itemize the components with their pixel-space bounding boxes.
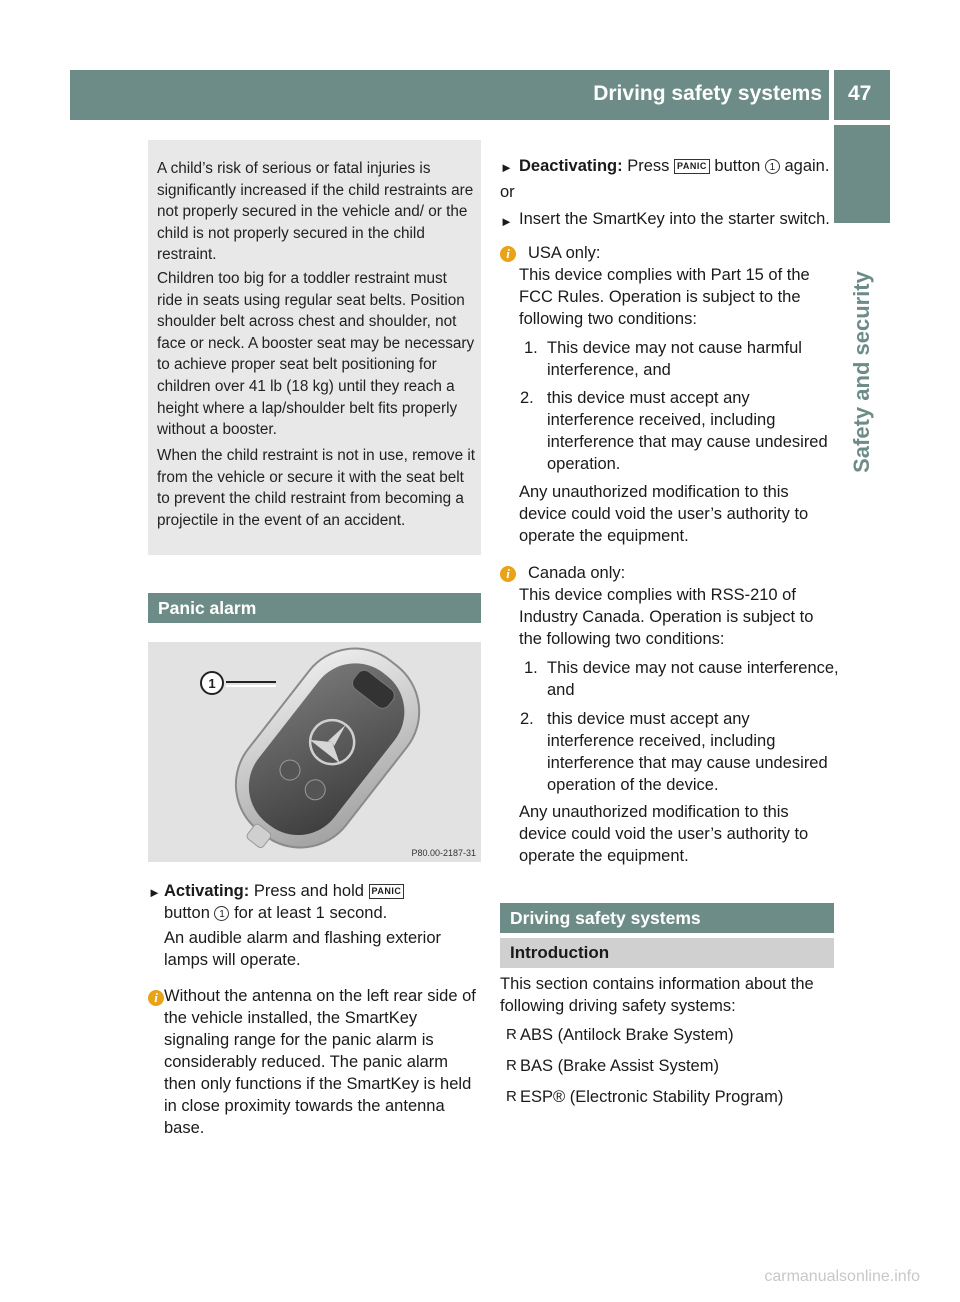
header-title: Driving safety systems (593, 82, 822, 105)
panic-button-icon: PANIC (674, 159, 710, 174)
info-icon: i (500, 566, 516, 582)
photo-code: P80.00-2187-31 (411, 848, 476, 858)
canada-item-2-number: 2. (520, 710, 534, 728)
footer-watermark: carmanualsonline.info (764, 1268, 920, 1285)
step-arrow-icon: ► (500, 214, 513, 229)
activating-label: Activating: (164, 882, 250, 900)
info-icon: i (148, 990, 164, 1006)
canada-item-1: This device may not cause interference, and (547, 659, 839, 699)
circled-one-icon: 1 (214, 906, 229, 921)
canada-outro: Any unauthorized modification to this device could void the user’s authority to operate the equipment. (519, 803, 809, 865)
intro-text: This section contains information about the following driving safety systems: (500, 975, 814, 1015)
deactivating-step (519, 155, 839, 177)
esp-item: ESP® (Electronic Stability Program) (520, 1088, 784, 1106)
canada-title: Canada only: (528, 564, 626, 582)
bas-item: BAS (Brake Assist System) (520, 1057, 719, 1075)
section-heading-driving-safety: Driving safety systems (500, 903, 834, 933)
usa-intro: This device complies with Part 15 of the FCC Rules. Operation is subject to the following two conditions: (519, 266, 810, 328)
canada-item-2: this device must accept any interference received, including interference that may cause undesired operation of the device. (547, 710, 828, 794)
usa-item-1: This device may not cause harmful interference, and (547, 339, 802, 379)
smartkey-illustration (148, 642, 481, 862)
side-tab (834, 125, 890, 223)
activating-step (164, 880, 482, 924)
panic-button-icon: PANIC (369, 884, 405, 899)
usa-item-2-number: 2. (520, 389, 534, 407)
canada-item-1-number: 1. (524, 659, 538, 677)
bullet-icon: R (506, 1088, 517, 1105)
insert-step: Insert the SmartKey into the starter switch. (519, 210, 830, 228)
page-number: 47 (848, 82, 872, 105)
usa-item-2: this device must accept any interference received, including interference that may cause undesired operation. (547, 389, 828, 473)
activating-text-3: for at least 1 second. (234, 904, 388, 922)
subheading-introduction: Introduction (500, 938, 834, 968)
or-text: or (500, 183, 515, 201)
usa-title: USA only: (528, 244, 601, 262)
smartkey-photo (148, 642, 481, 862)
activating-text-1: Press and hold (253, 882, 364, 900)
step-arrow-icon: ► (148, 885, 161, 900)
deactivating-text-2: button (714, 157, 761, 175)
usa-item-1-number: 1. (524, 339, 538, 357)
bullet-icon: R (506, 1026, 517, 1043)
usa-outro: Any unauthorized modification to this device could void the user’s authority to operate the equipment. (519, 483, 809, 545)
abs-item: ABS (Antilock Brake System) (520, 1026, 734, 1044)
circled-one-icon: 1 (765, 159, 780, 174)
deactivating-text-3: again. (784, 157, 830, 175)
warning-paragraph-1: A child’s risk of serious or fatal injuries is significantly increased if the child restraints are not properly secured in the vehicle and/ or the child is not properly secured in the child restraint. (157, 160, 474, 264)
warning-box (148, 140, 481, 555)
activating-text-2: button (164, 904, 210, 922)
deactivating-text-1: Press (627, 157, 670, 175)
antenna-info: Without the antenna on the left rear side of the vehicle installed, the SmartKey signaling range for the panic alarm is considerably reduced. The panic alarm then only functions if the SmartKey is held in close proximity towards the antenna base. (164, 987, 476, 1137)
warning-paragraph-2: Children too big for a toddler restraint must ride in seats using regular seat belts. Position shoulder belt across chest and shoulder, not face or neck. A booster seat may be necessary to achieve proper seat belt positioning for children over 41 lb (18 kg) until they reach a height where a lap/shoulder belt fits properly without a booster. (157, 270, 475, 439)
warning-paragraph-3: When the child restraint is not in use, remove it from the vehicle or secure it with the seat belt to prevent the child restraint from becoming a projectile in the event of an accident. (157, 447, 475, 529)
canada-intro: This device complies with RSS-210 of Industry Canada. Operation is subject to the following two conditions: (519, 586, 814, 648)
section-heading-panic-alarm: Panic alarm (148, 593, 481, 623)
activating-result: An audible alarm and flashing exterior lamps will operate. (164, 929, 441, 969)
side-label: Safety and security (849, 271, 874, 473)
bullet-icon: R (506, 1057, 517, 1074)
info-icon: i (500, 246, 516, 262)
photo-callout-number: 1 (208, 676, 216, 691)
step-arrow-icon: ► (500, 160, 513, 175)
deactivating-label: Deactivating: (519, 157, 623, 175)
